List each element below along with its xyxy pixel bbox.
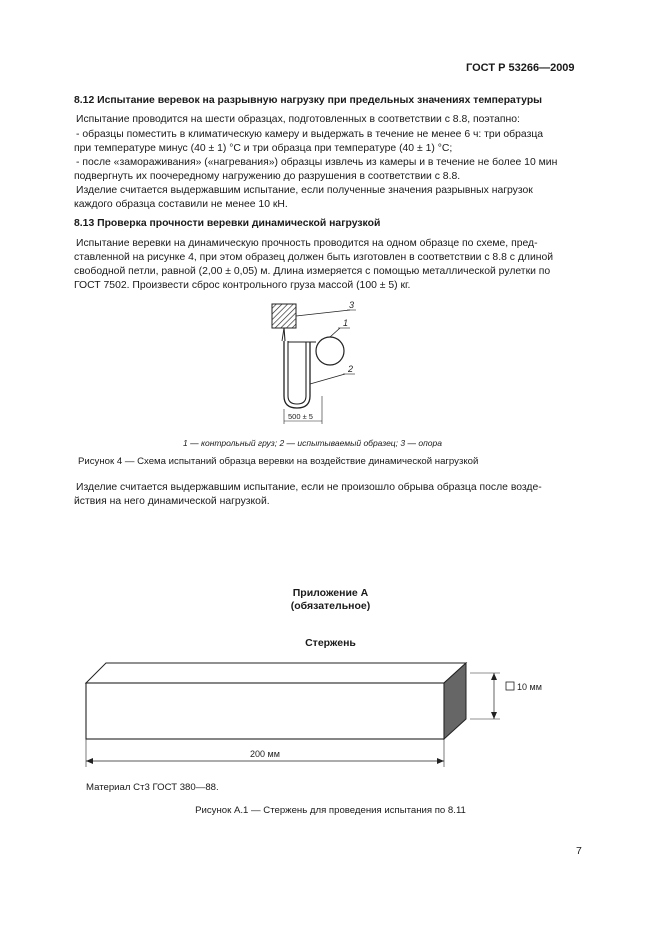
appendix-subtitle: Стержень [305,637,356,649]
leader-line-3 [296,310,350,316]
section-8-13-para-line: ГОСТ 7502. Произвести сброс контрольного груза массой (100 ± 5) кг. [74,280,411,291]
figure-a1-caption: Рисунок А.1 — Стержень для проведения испытания по 8.11 [195,805,466,816]
label-2: 2 [348,364,354,374]
figure-4-diagram [250,296,380,431]
after-figure-4-line: Изделие считается выдержавшим испытание, если не произошло обрыва образца после возде- [76,482,542,493]
section-8-12-para-line: при температуре минус (40 ± 1) °С и три образца при температуре (40 ± 1) °С; [74,143,453,154]
section-8-13-para-line: ставленной на рисунке 4, при этом образец должен быть изготовлен в соответствии с 8.8 с длиной [74,252,554,263]
label-3: 3 [349,300,355,310]
section-8-13-para-line: Испытание веревки на динамическую прочность проводится на одном образце по схеме, пред- [76,238,538,249]
section-8-12-para-line: Изделие считается выдержавшим испытание, если полученные значения разрывных нагрузок [76,185,533,196]
section-8-12-para-line: - после «замораживания» («нагревания») образцы извлечь из камеры и в течение не более 10 мин [76,157,558,168]
section-8-12-para-line: подвергнуть их поочередному нагружению до разрушения в соответствии с 8.8. [74,171,461,182]
document-code: ГОСТ Р 53266—2009 [466,62,575,74]
figure-a1-rod-drawing [78,655,558,775]
control-weight [316,337,344,365]
after-figure-4-line: йствия на него динамической нагрузкой. [74,496,270,507]
appendix-status: (обязательное) [290,600,371,612]
section-8-12-para-line: каждого образца составили не менее 10 кН. [74,199,288,210]
figure-4-caption: Рисунок 4 — Схема испытаний образца веревки на воздействие динамической нагрузкой [78,456,479,467]
appendix-title: Приложение А [292,587,369,599]
section-8-13-para-line: свободной петли, равной (2,00 ± 0,05) м. Длина измеряется с помощью металлической рулетки по [74,266,551,277]
material-note: Материал Ст3 ГОСТ 380—88. [86,782,219,793]
square-section-icon [506,682,514,690]
cross-section-label: 10 мм [517,682,542,692]
section-8-12-title: 8.12 Испытание веревок на разрывную нагрузку при предельных значениях температуры [74,95,543,106]
label-1: 1 [343,318,349,328]
leader-line-1 [330,328,340,337]
section-8-12-para-line: Испытание проводится на шести образцах, подготовленных в соответствии с 8.8, поэтапно: [76,114,520,125]
section-8-13-title: 8.13 Проверка прочности веревки динамической нагрузкой [74,218,381,229]
rod-top-face [86,663,466,683]
leader-line-2 [310,374,345,384]
section-8-12-para-line: - образцы поместить в климатическую камеру и выдержать в течение не менее 6 ч: три образца [76,129,544,140]
page-number: 7 [576,845,582,857]
support-block [272,304,296,328]
length-label: 200 мм [250,749,280,759]
figure-4-legend: 1 — контрольный груз; 2 — испытываемый образец; 3 — опора [183,438,442,448]
rod-front-face [86,683,444,739]
dimension-label: 500 ± 5 [288,412,313,421]
